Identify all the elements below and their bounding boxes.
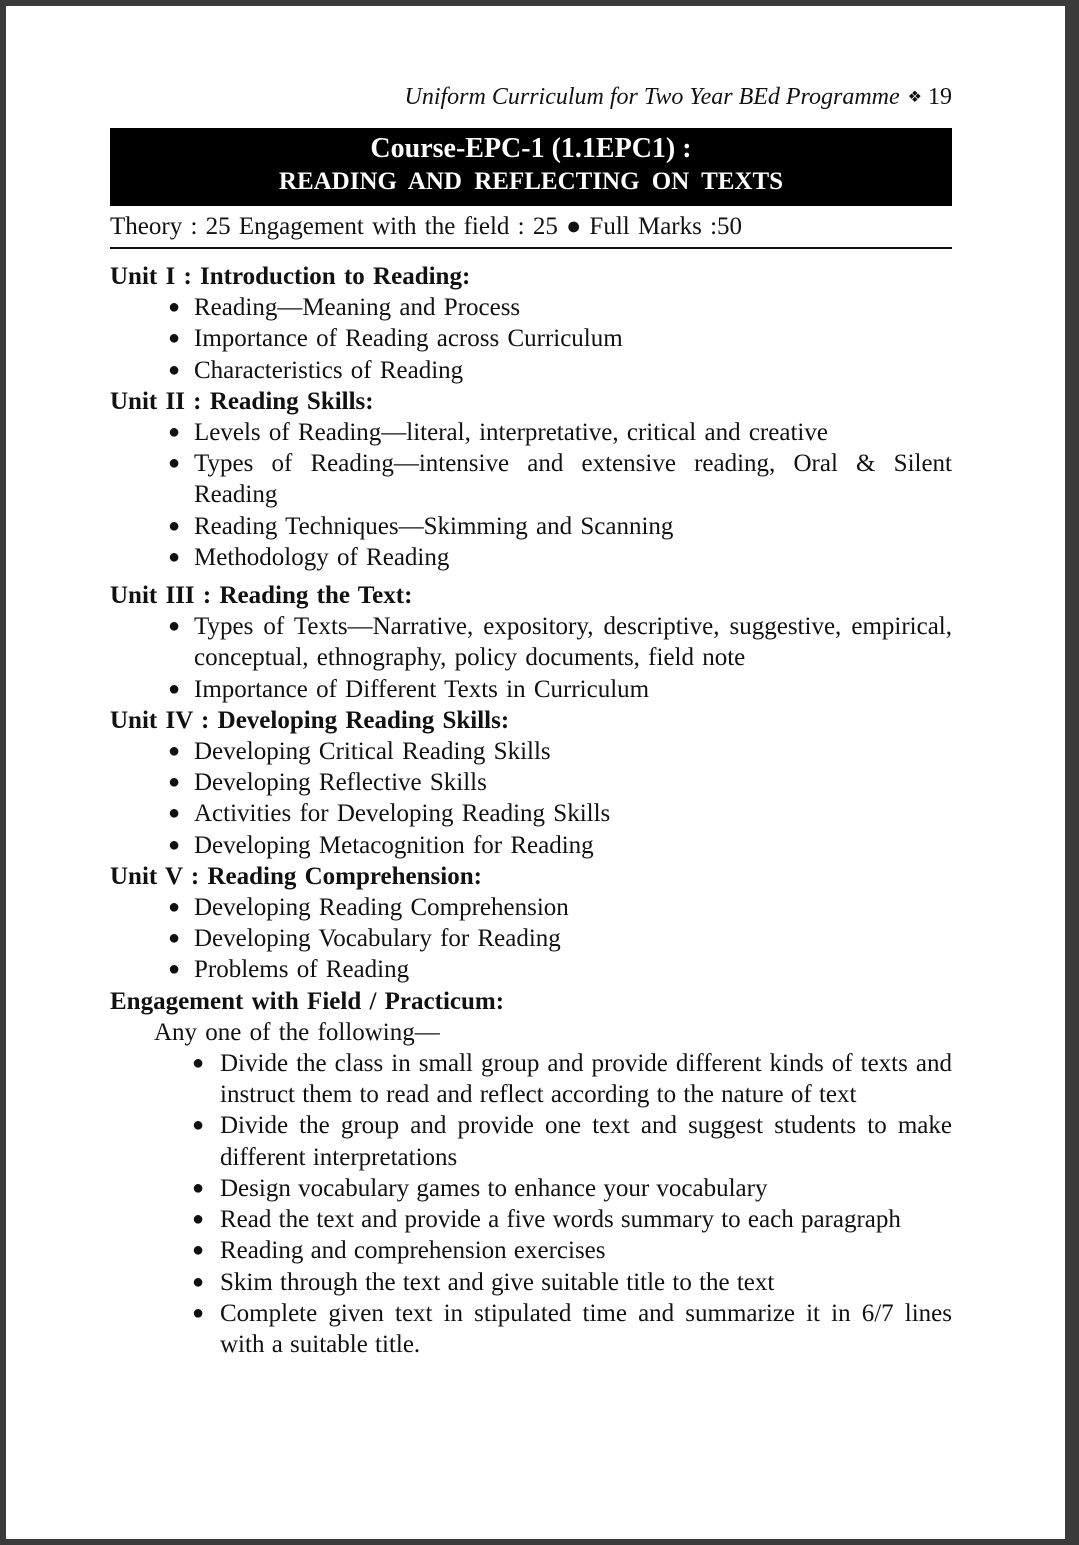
- unit-4-topics: [110, 736, 952, 861]
- list-item: ● Levels of Reading—literal, interpretative, critical and creative: [110, 417, 952, 448]
- course-code: Course-EPC-1 (1.1EPC1) :: [370, 133, 692, 164]
- list-item: ● Reading and comprehension exercises: [110, 1235, 952, 1266]
- list-item: ● Problems of Reading: [110, 954, 952, 985]
- unit-2-heading: Unit II : Reading Skills:: [110, 387, 374, 415]
- list-item: ● Activities for Developing Reading Skills: [110, 798, 952, 829]
- unit-3-heading: Unit III : Reading the Text:: [110, 582, 413, 610]
- list-item: ● Types of Texts—Narrative, expository, descriptive, suggestive, empirical, conceptual, ethnography, policy documents, field note: [110, 611, 952, 673]
- list-item: ● Divide the group and provide one text and suggest students to make different interpretations: [110, 1110, 952, 1172]
- list-item: ● Characteristics of Reading: [110, 355, 952, 386]
- list-item: ● Developing Reflective Skills: [110, 767, 952, 798]
- unit-3-topics: [110, 611, 952, 705]
- list-item: ● Developing Metacognition for Reading: [110, 830, 952, 861]
- list-item: ● Read the text and provide a five words summary to each paragraph: [110, 1204, 952, 1235]
- engagement-activities: [110, 1048, 952, 1360]
- page-number: 19: [928, 84, 952, 110]
- diamond-separator-icon: ❖: [907, 89, 922, 106]
- course-title: READING AND REFLECTING ON TEXTS: [278, 168, 784, 195]
- list-item: ● Importance of Different Texts in Curriculum: [110, 674, 952, 705]
- list-item: ● Reading Techniques—Skimming and Scanning: [110, 511, 952, 542]
- list-item: ● Complete given text in stipulated time and summarize it in 6/7 lines with a suitable title.: [110, 1298, 952, 1360]
- list-item: ● Divide the class in small group and provide different kinds of texts and instruct them to read and reflect according to the nature of text: [110, 1048, 952, 1110]
- list-item: ● Reading—Meaning and Process: [110, 292, 952, 323]
- list-item: ● Skim through the text and give suitable title to the text: [110, 1267, 952, 1298]
- list-item: ● Types of Reading—intensive and extensive reading, Oral & Silent Reading: [110, 448, 952, 510]
- unit-1-heading: Unit I : Introduction to Reading:: [110, 263, 471, 290]
- unit-2-topics: [110, 417, 952, 573]
- course-title-banner: [110, 128, 952, 206]
- list-item: ● Methodology of Reading: [110, 542, 952, 573]
- running-head-title: Uniform Curriculum for Two Year BEd Programme: [404, 84, 900, 110]
- syllabus-body: [110, 261, 952, 1360]
- list-item: ● Developing Vocabulary for Reading: [110, 923, 952, 954]
- running-head: [405, 84, 953, 111]
- unit-5-heading: Unit V : Reading Comprehension:: [110, 862, 482, 890]
- list-item: ● Importance of Reading across Curriculum: [110, 323, 952, 354]
- unit-4-heading: Unit IV : Developing Reading Skills:: [110, 706, 510, 734]
- engagement-heading: Engagement with Field / Practicum:: [110, 987, 505, 1015]
- list-item: ● Design vocabulary games to enhance your vocabulary: [110, 1173, 952, 1204]
- engagement-intro: Any one of the following—: [154, 1018, 440, 1046]
- unit-1-topics: [110, 292, 952, 386]
- document-page: [6, 6, 1065, 1539]
- marks-distribution: Theory : 25 Engagement with the field : 25 ● Full Marks :50: [110, 207, 952, 249]
- list-item: ● Developing Critical Reading Skills: [110, 736, 952, 767]
- list-item: ● Developing Reading Comprehension: [110, 892, 952, 923]
- unit-5-topics: [110, 892, 952, 986]
